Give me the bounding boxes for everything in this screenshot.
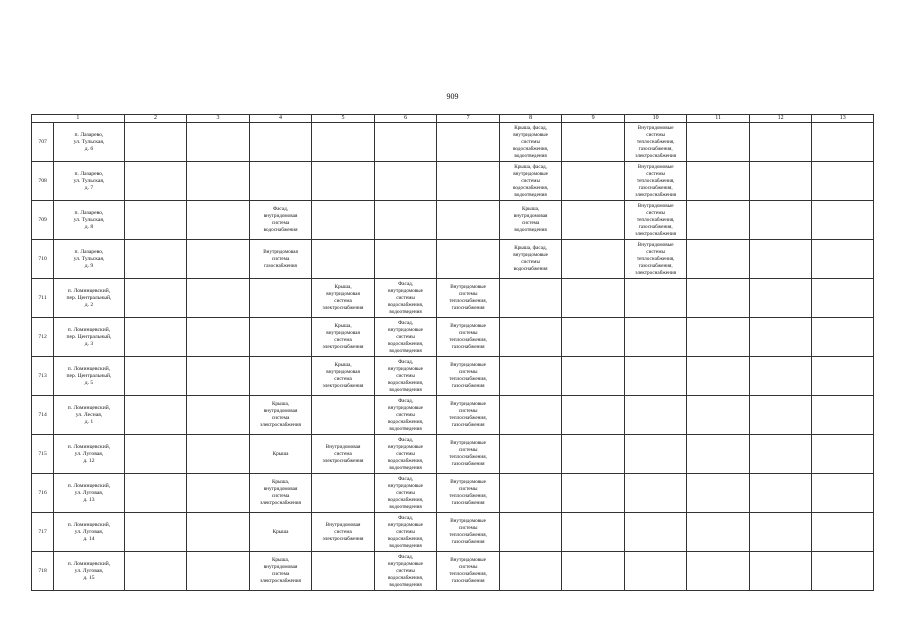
column-header: 9 (562, 115, 625, 123)
work-cell-col-11 (687, 513, 750, 552)
work-cell-col-12 (749, 240, 812, 279)
work-cell-col-4 (249, 162, 312, 201)
work-cell-col-10 (624, 435, 687, 474)
work-cell-col-9 (562, 279, 625, 318)
address-cell (54, 318, 125, 357)
column-header: 8 (499, 115, 562, 123)
work-cell-col-9 (562, 435, 625, 474)
work-cell-col-5 (312, 396, 375, 435)
cell-text: Крыша, внутридомовая система электроснабжения (322, 323, 364, 350)
work-cell-col-13 (812, 435, 874, 474)
work-cell-col-9 (562, 513, 625, 552)
work-cell-col-13 (812, 279, 874, 318)
work-cell-col-5 (312, 513, 375, 552)
work-cell-col-11 (687, 552, 750, 591)
work-cell-col-4 (249, 240, 312, 279)
column-header: 5 (312, 115, 375, 123)
address-cell (54, 123, 125, 162)
address-cell (54, 474, 125, 513)
column-header: 11 (687, 115, 750, 123)
row-number-cell (32, 201, 54, 240)
work-cell-col-5 (312, 435, 375, 474)
work-cell-col-13 (812, 318, 874, 357)
cell-text: п. Лазарево, ул. Тульская, д. 8 (73, 209, 105, 230)
work-cell-col-10 (624, 123, 687, 162)
cell-text: Внутридомовые системы теплоснабжения, газоснабжения (449, 518, 487, 545)
work-cell-col-7 (437, 474, 500, 513)
work-cell-col-10 (624, 279, 687, 318)
cell-text: 712 (38, 333, 47, 340)
work-cell-col-13 (812, 474, 874, 513)
work-cell-col-9 (562, 396, 625, 435)
work-cell-col-10 (624, 552, 687, 591)
table-row (32, 162, 874, 201)
cell-text: Крыша, фасад, внутридомовые системы водоснабжения (513, 245, 548, 272)
work-cell-col-12 (749, 162, 812, 201)
work-cell-col-12 (749, 279, 812, 318)
table-row (32, 552, 874, 591)
work-cell-col-12 (749, 435, 812, 474)
work-cell-col-3 (187, 357, 250, 396)
cell-text: п. Ломинцевский, пер. Центральный, д. 2 (66, 287, 112, 308)
column-header: 3 (187, 115, 250, 123)
table-row (32, 396, 874, 435)
cell-text: п. Лазарево, ул. Тульская, д. 9 (73, 248, 105, 269)
work-cell-col-10 (624, 513, 687, 552)
work-cell-col-2 (124, 435, 187, 474)
row-number-cell (32, 396, 54, 435)
cell-text: Внутридомовая система газоснабжения (263, 248, 298, 269)
work-cell-col-11 (687, 240, 750, 279)
cell-text: Крыша, внутридомовая система электроснабжения (260, 557, 301, 584)
address-cell (54, 513, 125, 552)
column-header: 2 (124, 115, 187, 123)
work-cell-col-6 (374, 357, 437, 396)
cell-text: Внутридомовые системы теплоснабжения, газоснабжения (449, 362, 487, 389)
work-cell-col-5 (312, 240, 375, 279)
work-cell-col-13 (812, 123, 874, 162)
work-cell-col-4 (249, 318, 312, 357)
work-cell-col-2 (124, 201, 187, 240)
work-cell-col-6 (374, 240, 437, 279)
work-cell-col-4 (249, 552, 312, 591)
work-cell-col-8 (499, 513, 562, 552)
work-cell-col-13 (812, 162, 874, 201)
work-cell-col-9 (562, 123, 625, 162)
work-cell-col-8 (499, 240, 562, 279)
work-cell-col-3 (187, 474, 250, 513)
address-cell (54, 396, 125, 435)
cell-text: п. Ломинцевский, ул. Луговая, д. 13 (67, 482, 111, 503)
work-cell-col-3 (187, 123, 250, 162)
page-number: 909 (446, 92, 459, 101)
cell-text: Крыша, внутридомовая система водоотведения (513, 206, 548, 233)
column-header: 6 (374, 115, 437, 123)
work-cell-col-4 (249, 279, 312, 318)
table-row (32, 474, 874, 513)
cell-text: Фасад, внутридомовые системы водоснабжения, водоотведения (387, 514, 424, 549)
work-cell-col-10 (624, 474, 687, 513)
work-cell-col-13 (812, 513, 874, 552)
cell-text: Внутридомовые системы теплоснабжения, газоснабжения (449, 323, 487, 350)
cell-text: Внутридомовые системы теплоснабжения, газоснабжения, электроснабжения (635, 124, 677, 159)
cell-text: 716 (38, 489, 47, 496)
address-cell (54, 357, 125, 396)
work-cell-col-6 (374, 552, 437, 591)
work-cell-col-3 (187, 435, 250, 474)
cell-text: Крыша (272, 450, 289, 457)
work-cell-col-2 (124, 279, 187, 318)
column-number-header-row (32, 115, 874, 123)
work-cell-col-4 (249, 474, 312, 513)
work-cell-col-6 (374, 435, 437, 474)
work-cell-col-5 (312, 357, 375, 396)
cell-text: Фасад, внутридомовые системы водоснабжения, водоотведения (387, 358, 424, 393)
work-cell-col-7 (437, 435, 500, 474)
address-cell (54, 279, 125, 318)
work-cell-col-6 (374, 513, 437, 552)
work-cell-col-13 (812, 552, 874, 591)
work-cell-col-7 (437, 201, 500, 240)
cell-text: Внутридомовые системы теплоснабжения, газоснабжения (449, 440, 487, 467)
work-cell-col-8 (499, 123, 562, 162)
cell-text: п. Ломинцевский, ул. Луговая, д. 14 (67, 521, 111, 542)
work-cell-col-4 (249, 396, 312, 435)
cell-text: Внутридомовые системы теплоснабжения, газоснабжения (449, 284, 487, 311)
work-cell-col-12 (749, 513, 812, 552)
cell-text: Фасад, внутридомовые системы водоснабжения, водоотведения (387, 397, 424, 432)
work-cell-col-7 (437, 240, 500, 279)
cell-text: Внутридомовые системы теплоснабжения, газоснабжения, электроснабжения (635, 241, 677, 276)
work-cell-col-8 (499, 201, 562, 240)
cell-text: 709 (38, 216, 47, 223)
work-cell-col-10 (624, 240, 687, 279)
work-cell-col-2 (124, 162, 187, 201)
work-cell-col-12 (749, 201, 812, 240)
cell-text: Внутридомовые системы теплоснабжения, газоснабжения, электроснабжения (635, 202, 677, 237)
work-cell-col-7 (437, 552, 500, 591)
cell-text: Крыша, внутридомовая система электроснабжения (322, 362, 364, 389)
work-cell-col-11 (687, 357, 750, 396)
work-cell-col-2 (124, 474, 187, 513)
work-cell-col-7 (437, 357, 500, 396)
work-cell-col-8 (499, 474, 562, 513)
table-row (32, 123, 874, 162)
table-body (32, 123, 874, 591)
cell-text: 714 (38, 411, 47, 418)
work-cell-col-9 (562, 318, 625, 357)
work-cell-col-10 (624, 162, 687, 201)
work-cell-col-12 (749, 552, 812, 591)
cell-text: Внутридомовые системы теплоснабжения, газоснабжения (449, 479, 487, 506)
work-cell-col-4 (249, 357, 312, 396)
cell-text: п. Ломинцевский, ул. Лесная, д. 1 (67, 404, 111, 425)
work-cell-col-9 (562, 474, 625, 513)
work-cell-col-9 (562, 552, 625, 591)
table-row (32, 357, 874, 396)
work-cell-col-11 (687, 279, 750, 318)
work-cell-col-11 (687, 318, 750, 357)
work-cell-col-9 (562, 357, 625, 396)
work-cell-col-13 (812, 201, 874, 240)
table-row (32, 279, 874, 318)
work-cell-col-10 (624, 318, 687, 357)
work-cell-col-7 (437, 123, 500, 162)
work-cell-col-10 (624, 396, 687, 435)
cell-text: Крыша, внутридомовая система электроснабжения (322, 284, 364, 311)
cell-text: 713 (38, 372, 47, 379)
capital-repair-table (31, 114, 874, 591)
cell-text: Внутридомовая система электроснабжения (322, 521, 364, 542)
address-cell (54, 435, 125, 474)
work-cell-col-5 (312, 318, 375, 357)
work-cell-col-7 (437, 162, 500, 201)
work-cell-col-13 (812, 357, 874, 396)
work-cell-col-5 (312, 279, 375, 318)
column-header: 13 (812, 115, 874, 123)
work-cell-col-3 (187, 201, 250, 240)
work-cell-col-5 (312, 162, 375, 201)
table-row (32, 435, 874, 474)
work-cell-col-10 (624, 357, 687, 396)
work-cell-col-6 (374, 201, 437, 240)
address-cell (54, 552, 125, 591)
work-cell-col-3 (187, 162, 250, 201)
work-cell-col-7 (437, 318, 500, 357)
row-number-cell (32, 357, 54, 396)
cell-text: 717 (38, 528, 47, 535)
work-cell-col-4 (249, 123, 312, 162)
column-header: 7 (437, 115, 500, 123)
work-cell-col-11 (687, 435, 750, 474)
cell-text: Крыша, внутридомовая система электроснабжения (260, 479, 301, 506)
work-cell-col-11 (687, 162, 750, 201)
work-cell-col-2 (124, 318, 187, 357)
work-cell-col-8 (499, 552, 562, 591)
cell-text: Крыша, фасад, внутридомовые системы водоснабжения, водоотведения (513, 163, 549, 198)
work-cell-col-6 (374, 279, 437, 318)
row-number-cell (32, 435, 54, 474)
cell-text: Внутридомовая система электроснабжения (322, 443, 364, 464)
work-cell-col-8 (499, 435, 562, 474)
work-cell-col-2 (124, 513, 187, 552)
cell-text: п. Ломинцевский, ул. Луговая, д. 15 (67, 560, 111, 581)
cell-text: Фасад, внутридомовые системы водоснабжения, водоотведения (387, 436, 424, 471)
row-number-cell (32, 240, 54, 279)
work-cell-col-2 (124, 357, 187, 396)
cell-text: 718 (38, 567, 47, 574)
work-cell-col-13 (812, 240, 874, 279)
cell-text: 710 (38, 255, 47, 262)
work-cell-col-5 (312, 474, 375, 513)
cell-text: Фасад, внутридомовая система водоснабжения (263, 206, 298, 233)
work-cell-col-6 (374, 123, 437, 162)
cell-text: Фасад, внутридомовые системы водоснабжения, водоотведения (387, 319, 424, 354)
column-header: 12 (749, 115, 812, 123)
table-row (32, 513, 874, 552)
work-cell-col-8 (499, 357, 562, 396)
address-cell (54, 162, 125, 201)
row-number-cell (32, 318, 54, 357)
work-cell-col-8 (499, 396, 562, 435)
row-number-cell (32, 123, 54, 162)
column-header: 10 (624, 115, 687, 123)
row-number-cell (32, 513, 54, 552)
work-cell-col-8 (499, 318, 562, 357)
work-cell-col-2 (124, 396, 187, 435)
work-cell-col-9 (562, 162, 625, 201)
row-number-cell (32, 162, 54, 201)
table-row (32, 318, 874, 357)
work-cell-col-6 (374, 318, 437, 357)
work-cell-col-12 (749, 357, 812, 396)
work-cell-col-13 (812, 396, 874, 435)
work-cell-col-5 (312, 201, 375, 240)
work-cell-col-10 (624, 201, 687, 240)
cell-text: п. Ломинцевский, ул. Луговая, д. 12 (67, 443, 111, 464)
work-cell-col-4 (249, 513, 312, 552)
cell-text: Фасад, внутридомовые системы водоснабжения, водоотведения (387, 280, 424, 315)
work-cell-col-2 (124, 123, 187, 162)
cell-text: Фасад, внутридомовые системы водоснабжения, водоотведения (387, 475, 424, 510)
column-header: 1 (32, 115, 125, 123)
cell-text: Крыша, фасад, внутридомовые системы водоснабжения, водоотведения (513, 124, 549, 159)
work-cell-col-3 (187, 318, 250, 357)
table-row (32, 240, 874, 279)
work-cell-col-7 (437, 513, 500, 552)
address-cell (54, 201, 125, 240)
work-cell-col-9 (562, 240, 625, 279)
work-cell-col-8 (499, 162, 562, 201)
row-number-cell (32, 279, 54, 318)
work-cell-col-11 (687, 474, 750, 513)
work-cell-col-5 (312, 123, 375, 162)
column-header: 4 (249, 115, 312, 123)
work-cell-col-7 (437, 279, 500, 318)
work-cell-col-11 (687, 396, 750, 435)
work-cell-col-12 (749, 123, 812, 162)
work-cell-col-2 (124, 240, 187, 279)
cell-text: 708 (38, 177, 47, 184)
table-row (32, 201, 874, 240)
row-number-cell (32, 474, 54, 513)
work-cell-col-12 (749, 474, 812, 513)
work-cell-col-7 (437, 396, 500, 435)
work-cell-col-8 (499, 279, 562, 318)
work-cell-col-6 (374, 396, 437, 435)
work-cell-col-11 (687, 123, 750, 162)
work-cell-col-4 (249, 201, 312, 240)
cell-text: п. Ломинцевский, пер. Центральный, д. 3 (66, 326, 112, 347)
work-cell-col-12 (749, 318, 812, 357)
cell-text: Внутридомовые системы теплоснабжения, газоснабжения (449, 557, 487, 584)
cell-text: Крыша, внутридомовая система электроснабжения (260, 401, 301, 428)
work-cell-col-9 (562, 201, 625, 240)
work-cell-col-3 (187, 396, 250, 435)
cell-text: 715 (38, 450, 47, 457)
work-cell-col-3 (187, 552, 250, 591)
cell-text: п. Ломинцевский, пер. Центральный, д. 5 (66, 365, 112, 386)
work-cell-col-3 (187, 240, 250, 279)
work-cell-col-6 (374, 474, 437, 513)
work-cell-col-11 (687, 201, 750, 240)
cell-text: 711 (38, 294, 47, 301)
work-cell-col-3 (187, 279, 250, 318)
address-cell (54, 240, 125, 279)
cell-text: Внутридомовые системы теплоснабжения, газоснабжения (449, 401, 487, 428)
work-cell-col-6 (374, 162, 437, 201)
cell-text: Фасад, внутридомовые системы водоснабжения, водоотведения (387, 553, 424, 588)
cell-text: п. Лазарево, ул. Тульская, д. 7 (73, 170, 105, 191)
cell-text: 707 (38, 138, 47, 145)
row-number-cell (32, 552, 54, 591)
work-cell-col-5 (312, 552, 375, 591)
work-cell-col-2 (124, 552, 187, 591)
work-cell-col-4 (249, 435, 312, 474)
work-cell-col-3 (187, 513, 250, 552)
work-cell-col-12 (749, 396, 812, 435)
cell-text: Крыша (272, 528, 289, 535)
cell-text: Внутридомовые системы теплоснабжения, газоснабжения, электроснабжения (635, 163, 677, 198)
cell-text: п. Лазарево, ул. Тульская, д. 6 (73, 131, 105, 152)
